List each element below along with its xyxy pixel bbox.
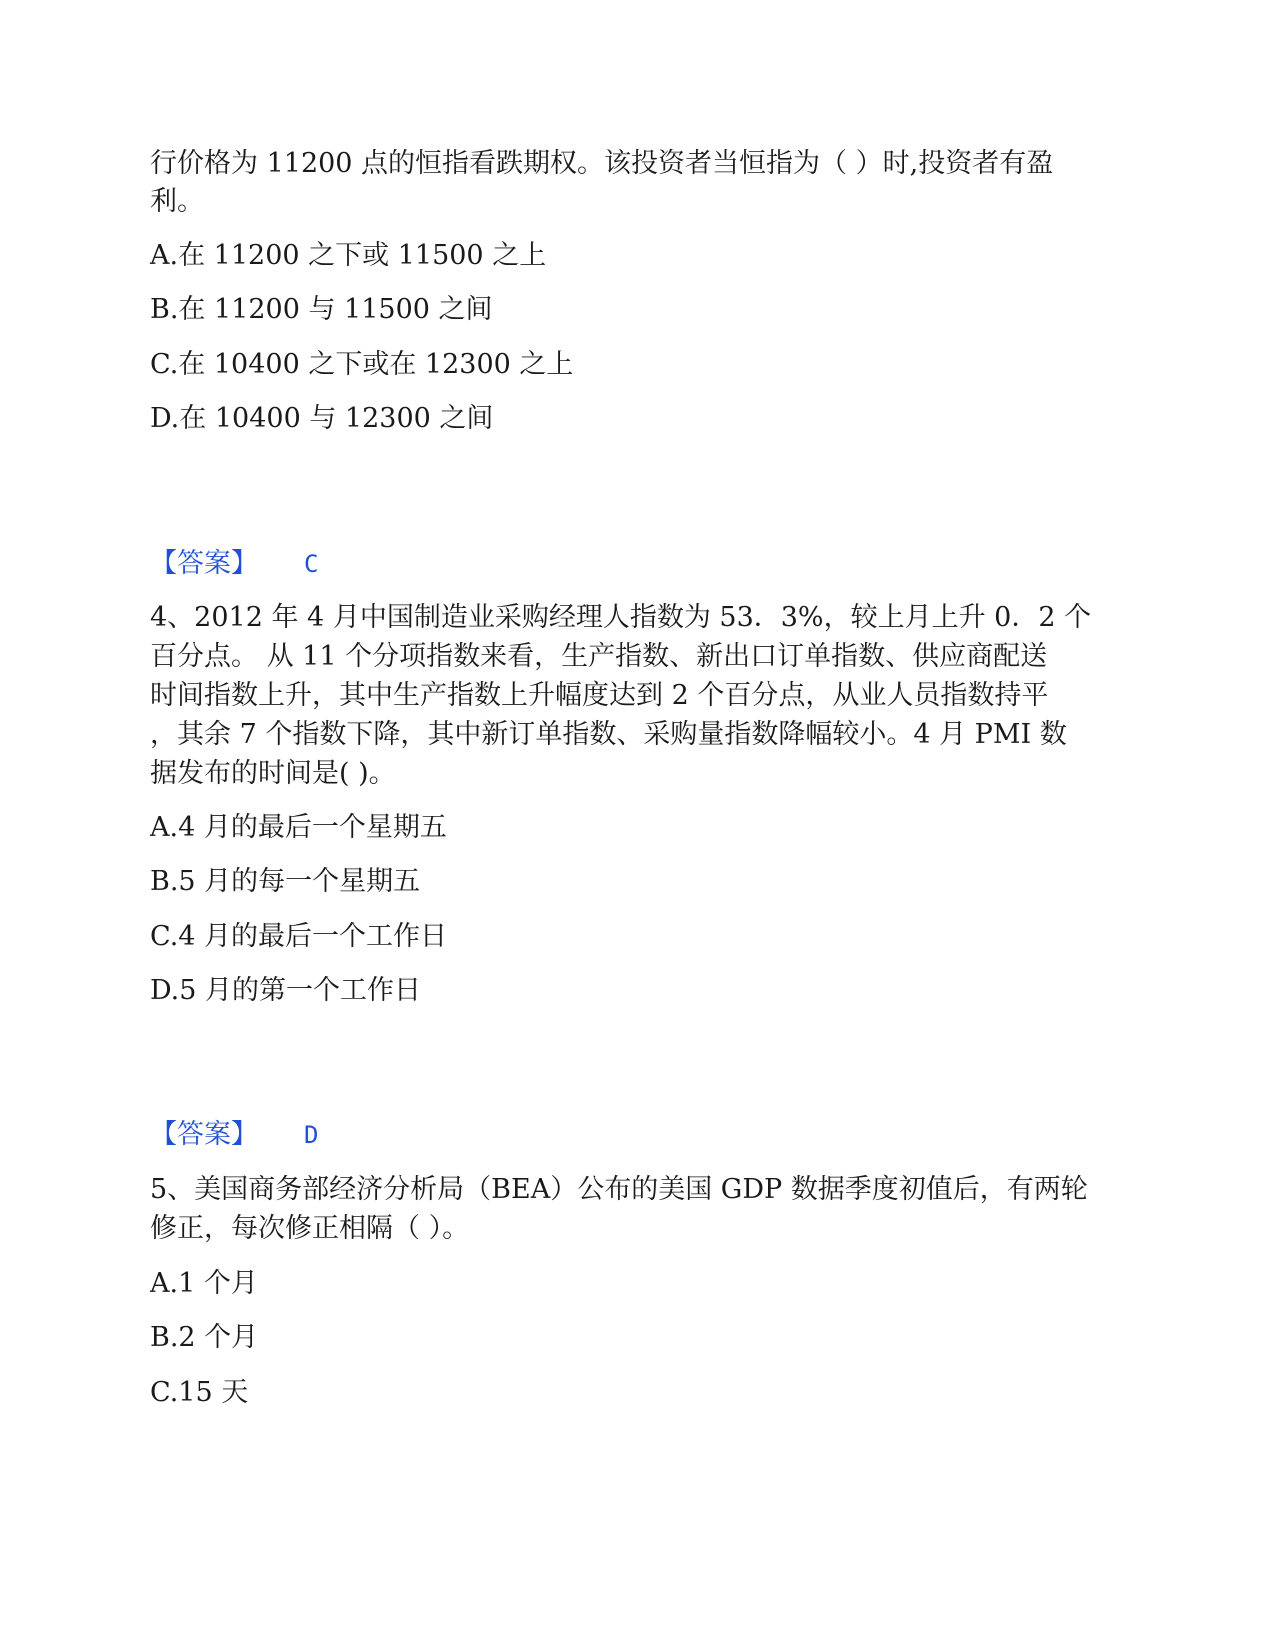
answer-3: [150, 544, 318, 584]
question-stem-line: 时间指数上升，其中生产指数上升幅度达到 2 个百分点，从业人员指数持平: [150, 680, 1049, 711]
option-a: A.在 11200 之下或 11500 之上: [150, 240, 547, 271]
answer-tag: 【答案】: [150, 1119, 258, 1150]
option-d: D.在 10400 与 12300 之间: [150, 403, 494, 434]
option-a: A.1 个月: [150, 1268, 258, 1299]
option-b: B.2 个月: [150, 1322, 259, 1353]
option-b: B.5 月的每一个星期五: [150, 866, 421, 897]
answer-tag: 【答案】: [150, 548, 258, 579]
option-c: C.在 10400 之下或在 12300 之上: [150, 349, 574, 380]
document-page: [150, 0, 1125, 1650]
answer-value: C: [304, 550, 319, 578]
option-c: C.4 月的最后一个工作日: [150, 921, 448, 952]
question-stem-line: 百分点。 从 11 个分项指数来看，生产指数、新出口订单指数、供应商配送: [150, 641, 1048, 672]
answer-4: [150, 1115, 318, 1155]
question-stem-line: 5、美国商务部经济分析局（BEA）公布的美国 GDP 数据季度初值后，有两轮: [150, 1174, 1088, 1205]
option-c: C.15 天: [150, 1377, 249, 1408]
question-stem-line: 据发布的时间是( )。: [150, 758, 396, 789]
answer-value: D: [304, 1121, 319, 1149]
question-stem-line: ，其余 7 个指数下降，其中新订单指数、采购量指数降幅较小。4 月 PMI 数: [150, 719, 1067, 750]
question-stem-line: 利。: [150, 186, 204, 217]
question-stem-line: 4、2012 年 4 月中国制造业采购经理人指数为 53．3%，较上月上升 0．2 个: [150, 602, 1092, 633]
option-b: B.在 11200 与 11500 之间: [150, 294, 493, 325]
question-stem-line: 修正，每次修正相隔（ ）。: [150, 1213, 470, 1244]
option-d: D.5 月的第一个工作日: [150, 975, 422, 1006]
option-a: A.4 月的最后一个星期五: [150, 812, 447, 843]
question-stem-line: 行价格为 11200 点的恒指看跌期权。该投资者当恒指为（ ）时,投资者有盈: [150, 148, 1054, 179]
